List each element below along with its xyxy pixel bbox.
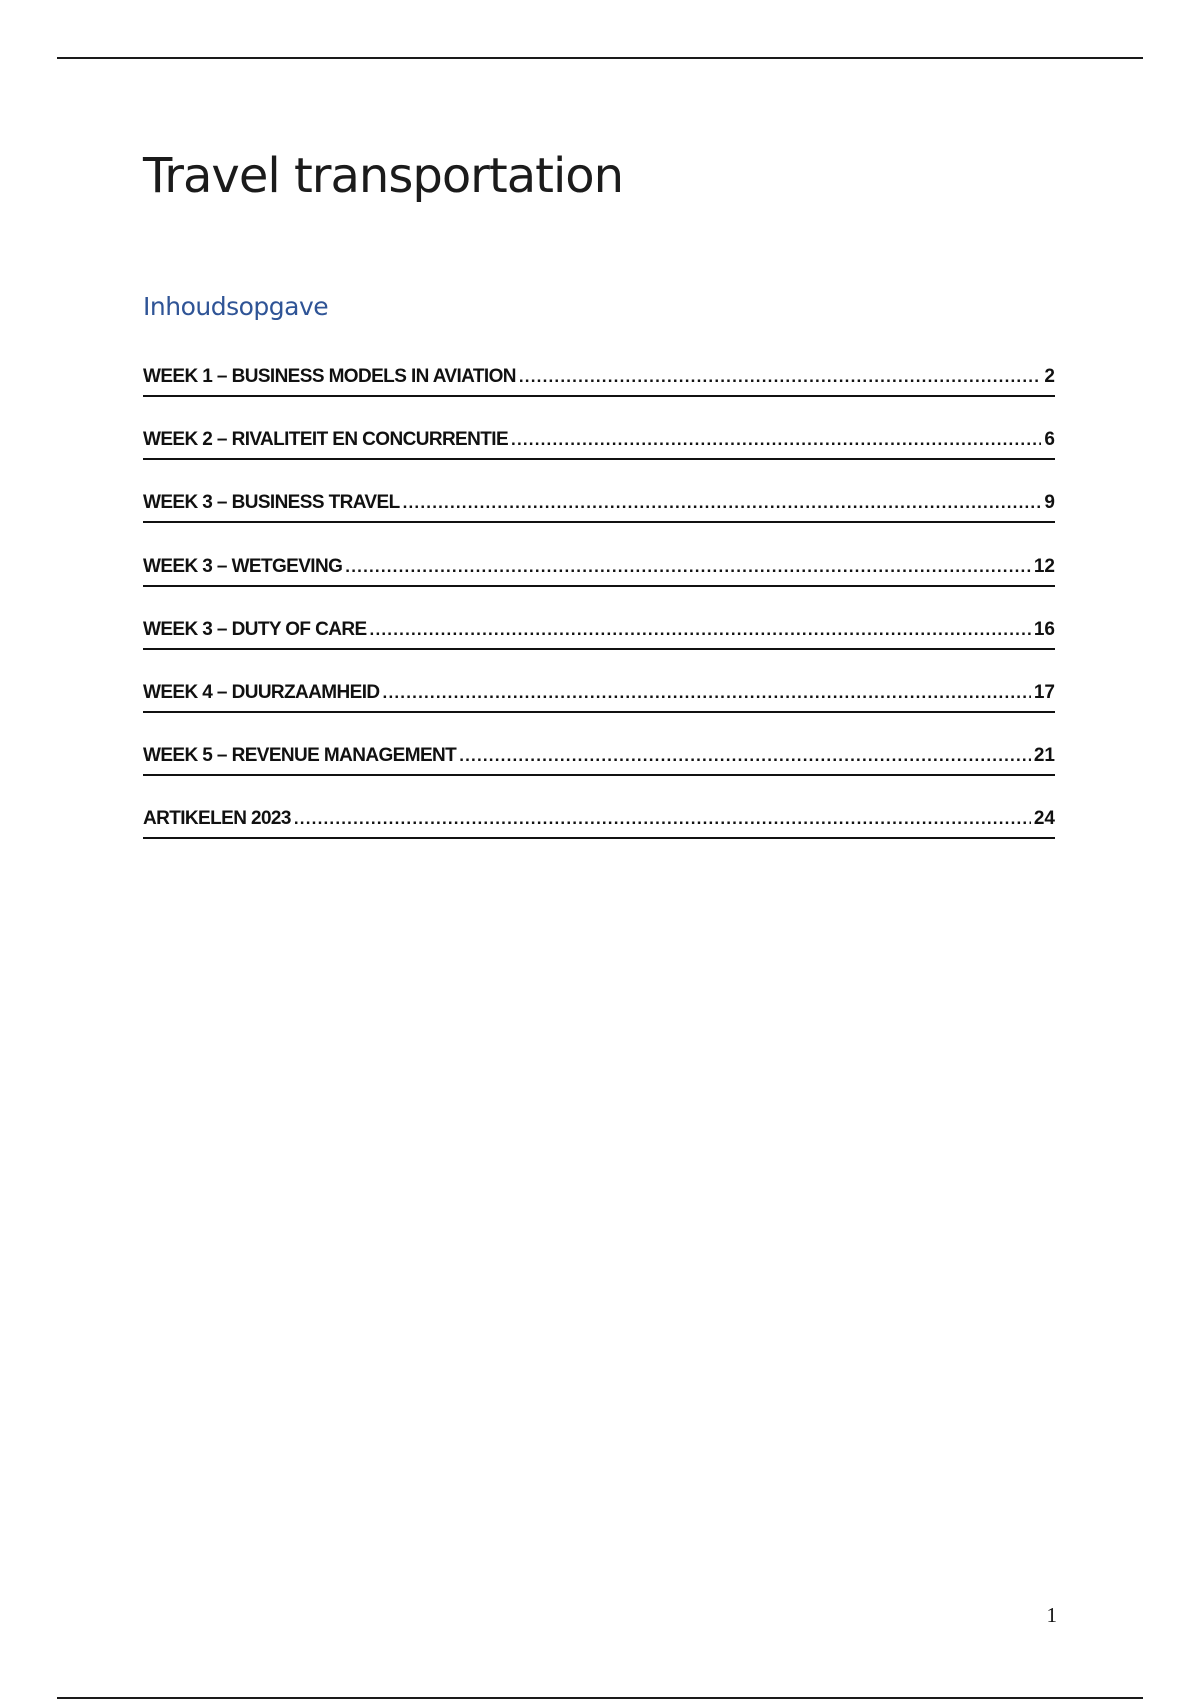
page-bottom-rule <box>57 1697 1143 1699</box>
toc-dot-leader <box>294 809 1031 829</box>
toc-entry-title: WEEK 2 – RIVALITEIT EN CONCURRENTIE <box>143 429 509 451</box>
toc-entry-page: 2 <box>1044 366 1055 387</box>
page-number: 1 <box>1046 1603 1057 1627</box>
toc-entry-week3-duty-of-care[interactable] <box>143 619 1055 682</box>
toc-entry-artikelen-2023[interactable] <box>143 808 1055 871</box>
toc-entry-title: WEEK 1 – BUSINESS MODELS IN AVIATION <box>143 366 516 387</box>
toc-dot-leader <box>459 746 1031 766</box>
toc-entry-week5-revenue-management[interactable] <box>143 745 1055 808</box>
toc-entry-page: 21 <box>1033 745 1055 767</box>
page-top-rule <box>57 57 1143 59</box>
toc-entry-week3-wetgeving[interactable] <box>143 556 1055 619</box>
toc-dot-leader <box>519 367 1042 387</box>
toc-entry-week2-rivaliteit[interactable] <box>143 429 1055 492</box>
toc-entry-week1-business-models[interactable] <box>143 366 1055 429</box>
toc-entry-page: 9 <box>1044 492 1055 514</box>
toc-entry-week3-business-travel[interactable] <box>143 492 1055 555</box>
toc-entry-title: WEEK 5 – REVENUE MANAGEMENT <box>143 745 457 767</box>
document-title: Travel transportation <box>143 148 624 204</box>
table-of-contents <box>143 366 1055 872</box>
toc-entry-title: WEEK 4 – DUURZAAMHEID <box>143 681 380 703</box>
toc-dot-leader <box>511 430 1041 450</box>
toc-entry-page: 12 <box>1033 555 1055 577</box>
toc-entry-week4-duurzaamheid[interactable] <box>143 682 1055 745</box>
toc-dot-leader <box>403 493 1042 513</box>
toc-entry-page: 6 <box>1044 429 1055 451</box>
toc-entry-title: WEEK 3 – WETGEVING <box>143 555 343 577</box>
toc-heading: Inhoudsopgave <box>143 292 329 321</box>
toc-entry-title: WEEK 3 – DUTY OF CARE <box>143 618 367 640</box>
toc-dot-leader <box>370 620 1031 640</box>
toc-dot-leader <box>345 557 1031 577</box>
toc-entry-page: 24 <box>1033 808 1055 830</box>
toc-entry-title: WEEK 3 – BUSINESS TRAVEL <box>143 492 400 514</box>
toc-entry-page: 17 <box>1033 681 1055 703</box>
toc-entry-page: 16 <box>1033 618 1055 640</box>
toc-dot-leader <box>383 683 1031 703</box>
toc-entry-title: ARTIKELEN 2023 <box>143 808 291 830</box>
